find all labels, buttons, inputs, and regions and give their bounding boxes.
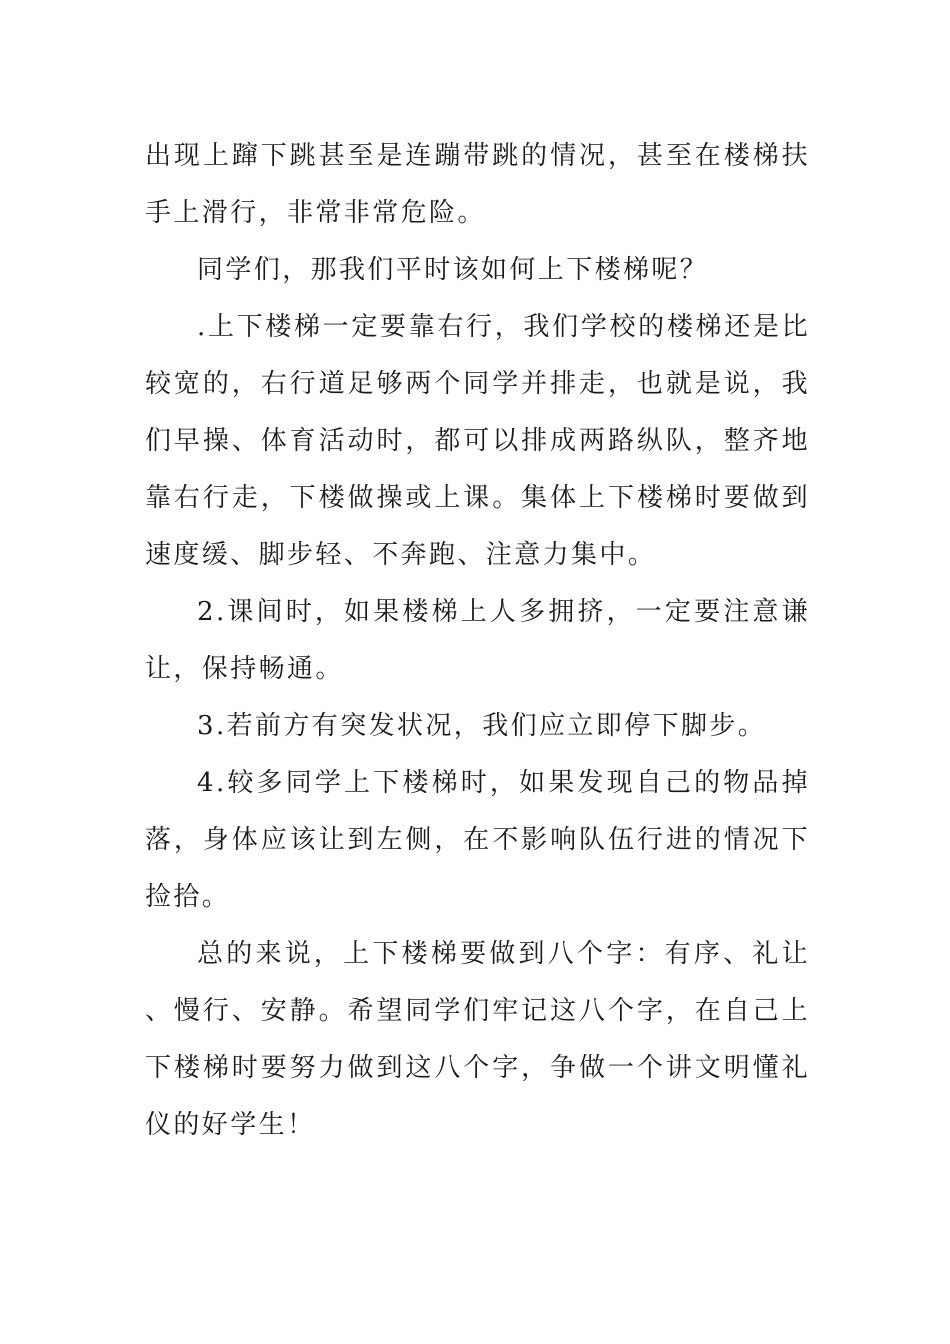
paragraph-rule-1: .上下楼梯一定要靠右行，我们学校的楼梯还是比较宽的，右行道足够两个同学并排走，也就是说，我们早操、体育活动时，都可以排成两路纵队，整齐地靠右行走，下楼做操或上课。集体上下楼梯时要做到速度缓、脚步轻、不奔跑、注意力集中。 [145, 312, 810, 570]
paragraph-rule-3: 3.若前方有突发状况，我们应立即停下脚步。 [197, 711, 767, 741]
paragraph-summary: 总的来说，上下楼梯要做到八个字：有序、礼让、慢行、安静。希望同学们牢记这八个字，在自己上下楼梯时要努力做到这八个字，争做一个讲文明懂礼仪的好学生！ [145, 939, 810, 1140]
paragraph-rule-2: 2.课间时，如果楼梯上人多拥挤，一定要注意谦让，保持畅通。 [145, 597, 810, 684]
paragraph-stair-behavior: 出现上蹿下跳甚至是连蹦带跳的情况，甚至在楼梯扶手上滑行，非常非常危险。 [145, 141, 810, 228]
paragraph-question: 同学们，那我们平时该如何上下楼梯呢？ [197, 255, 709, 285]
document-body [145, 128, 810, 1154]
paragraph-rule-4: 4.较多同学上下楼梯时，如果发现自己的物品掉落，身体应该让到左侧，在不影响队伍行进的情况下捡拾。 [145, 768, 810, 912]
